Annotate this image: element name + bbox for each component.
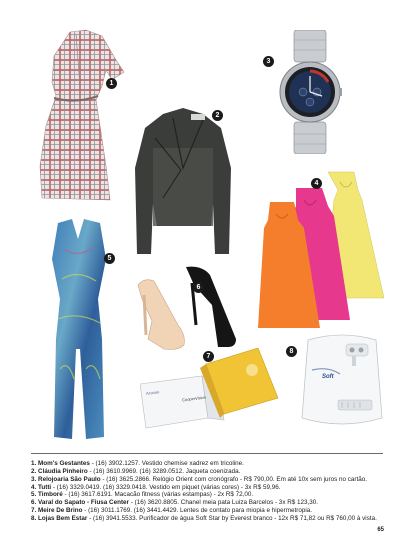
credit-row-3 (31, 476, 401, 484)
dresses-image (258, 170, 388, 330)
credit-row-6 (31, 499, 401, 507)
item-marker-3: 3 (263, 56, 274, 67)
store-credits-list (31, 460, 401, 523)
credit-details: - (16) 3617.6191. Macacão fitness (várias estampas) - 2x R$ 72,00. (62, 491, 254, 499)
credit-store: Meire De Brino (38, 507, 83, 515)
water-purifier-image (298, 330, 386, 432)
credit-number: 6. (31, 499, 37, 507)
credit-store: Lojas Bem Estar (38, 514, 88, 522)
jacket-image (133, 108, 233, 258)
item-marker-2: 2 (212, 110, 223, 121)
credit-details: - (16) 3610.9969. (16) 3289.0512. Jaqueta coenizada. (87, 467, 241, 475)
credit-store: Tutti (38, 483, 52, 491)
item-marker-6: 6 (193, 282, 204, 293)
credit-number: 1. (31, 460, 37, 467)
credit-number: 5. (31, 491, 37, 499)
credit-row-7 (31, 507, 401, 515)
credit-details: - (16) 3620.8805. Chanel meia pata Luiza Barcelos - 3x R$ 123,30. (129, 499, 319, 507)
lens-box-label-acuvue: Acuvue (145, 389, 160, 396)
credit-details: - (16) 3011.1769. (16) 3441.4429. Lentes de contato para miopia e hipermetropia. (82, 507, 312, 515)
credits-divider (31, 453, 383, 454)
jacket-label-tag (191, 114, 205, 120)
credit-row-4 (31, 484, 401, 492)
credit-number: 2. (31, 467, 37, 475)
credit-details: - (16) 3902.1257. Vestido chemise xadrez em tricoline. (89, 460, 244, 467)
soft-logo: Soft (322, 374, 334, 380)
credit-number: 4. (31, 483, 37, 491)
jumpsuit-image (48, 219, 110, 441)
page-number: 65 (377, 527, 384, 533)
shoes-image (134, 265, 238, 353)
credit-number: 3. (31, 475, 37, 483)
credit-store: Varal do Sapato - Fiusa Center (38, 499, 129, 507)
credit-store: Cláudia Pinheiro (38, 467, 88, 475)
credit-store: Mom's Gestantes (38, 460, 90, 467)
credit-details: - (16) 3329.0419. (16) 3329.0418. Vestido em piquet (várias cores) - 3x R$ 59,96. (51, 483, 281, 491)
lens-box-label-coopervision: CooperVision (181, 394, 207, 403)
credit-details: - (16) 3625.2866. Relógio Orient com cronógrafo - R$ 790,00. Em até 10x sem juros no cartão. (100, 475, 368, 483)
item-marker-5: 5 (104, 253, 115, 264)
plaid-dress-image (36, 26, 126, 204)
credit-number: 8. (31, 514, 37, 522)
credit-store: Relojoaria São Paulo (38, 475, 101, 483)
item-marker-4: 4 (311, 178, 322, 189)
credit-row-5 (31, 491, 401, 499)
credit-row-8 (31, 515, 401, 523)
credit-number: 7. (31, 507, 37, 515)
item-marker-7: 7 (203, 351, 214, 362)
credit-details: - (16) 3941.5533. Purificador de água Soft Star by Everest branco - 12x R$ 71,82 ou R$ 760,00 à vista. (87, 514, 377, 522)
item-marker-1: 1 (106, 78, 117, 89)
credit-store: Timboré (38, 491, 63, 499)
wristwatch-image (278, 30, 342, 154)
credit-row-2 (31, 468, 401, 476)
credit-row-1 (31, 460, 401, 468)
item-marker-8: 8 (286, 346, 297, 357)
